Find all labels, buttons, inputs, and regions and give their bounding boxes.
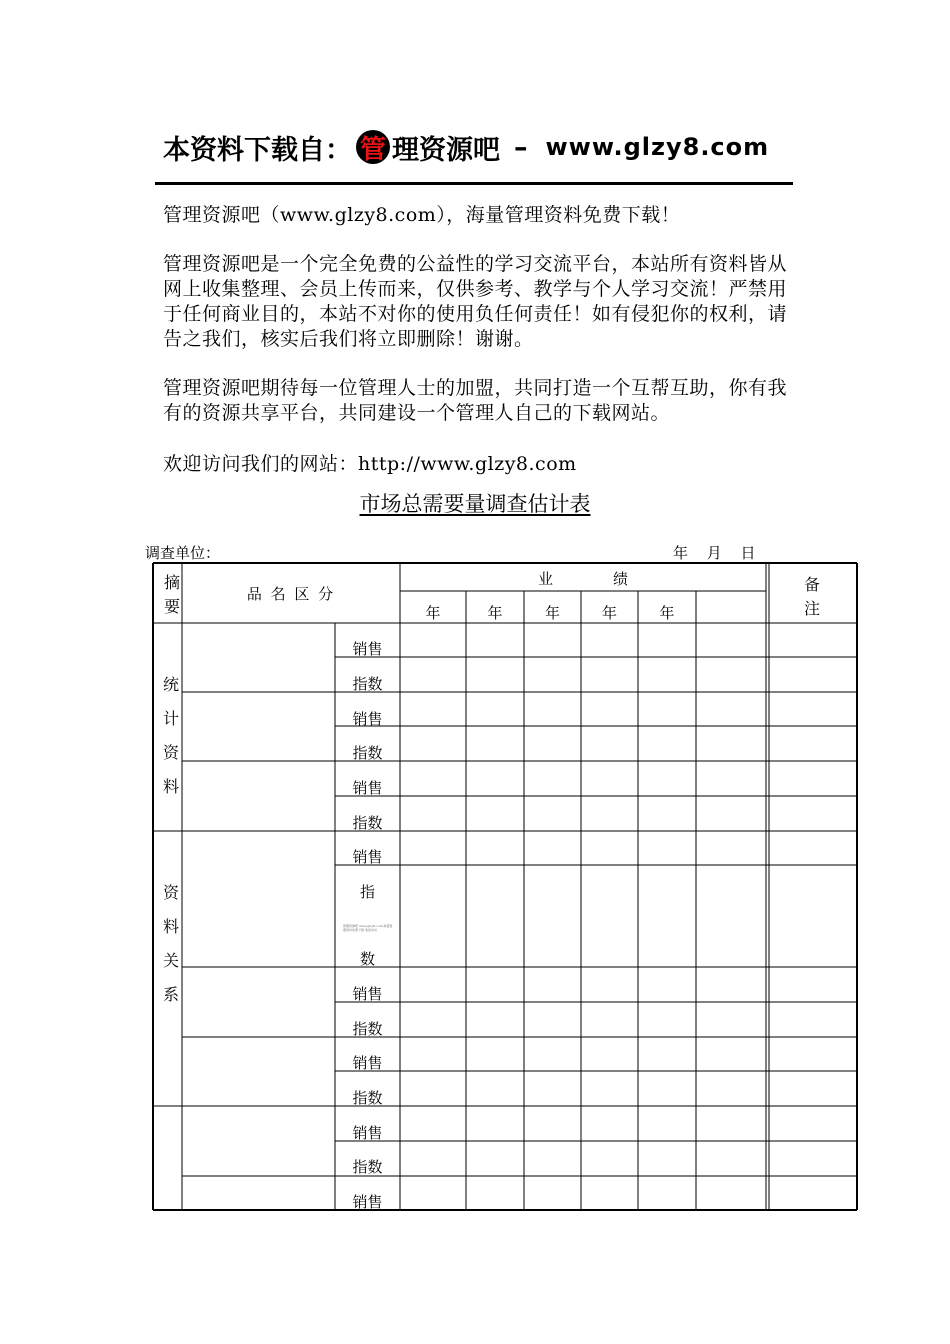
- site-logo-icon: 管: [356, 130, 390, 164]
- row-label-index: 指数: [352, 1157, 383, 1176]
- intro-website-line[interactable]: 欢迎访问我们的网站：http://www.glzy8.com: [163, 453, 577, 475]
- download-banner: [163, 126, 769, 168]
- banner-site-name: 理资源吧: [392, 134, 500, 166]
- statistics-char-2: 计: [162, 709, 179, 728]
- remarks-char-2: 注: [803, 599, 820, 618]
- row-label-index: 指数: [352, 1019, 383, 1038]
- row-label-index-bottom: 数: [359, 949, 375, 968]
- relation-group-label: [156, 876, 186, 1012]
- performance-header: 业 绩: [537, 569, 628, 588]
- row-label-sales: 销售: [352, 1123, 383, 1142]
- statistics-group-label: [156, 668, 186, 804]
- banner-url[interactable]: www.glzy8.com: [545, 133, 770, 161]
- relation-char-2: 料: [162, 917, 179, 936]
- intro-line-1: 管理资源吧（www.glzy8.com），海量管理资料免费下载！: [163, 204, 681, 226]
- form-title-text: 市场总需要量调查估计表: [359, 492, 591, 516]
- row-label-index: 指数: [352, 1088, 383, 1107]
- statistics-char-1: 统: [162, 675, 179, 694]
- relation-char-3: 关: [162, 951, 179, 970]
- summary-char-2: 要: [163, 597, 180, 616]
- row-label-sales: 销售: [352, 778, 383, 797]
- row-label-index-top: 指: [359, 882, 375, 901]
- banner-prefix: 本资料下载自：: [163, 134, 352, 166]
- relation-char-1: 资: [162, 883, 179, 902]
- row-label-sales: 销售: [352, 709, 383, 728]
- statistics-char-3: 资: [162, 743, 179, 762]
- intro-paragraph-2: 管理资源吧是一个完全免费的公益性的学习交流平台，本站所有资料皆从网上收集整理、会员上传而来，仅供参考、教学与个人学习交流！严禁用于任何商业目的，本站不对你的使用负任何责任！如有侵犯你的权利，请告之我们，核实后我们将立即删除！谢谢。: [163, 253, 788, 350]
- statistics-char-4: 料: [162, 777, 179, 796]
- row-label-sales: 销售: [352, 847, 383, 866]
- intro-paragraph-3: 管理资源吧期待每一位管理人士的加盟，共同打造一个互帮互助，你有我有的资源共享平台，共同建设一个管理人自己的下载网站。: [163, 377, 788, 424]
- product-category-header: 品 名 区 分: [246, 584, 336, 603]
- year-col-4: 年: [601, 603, 617, 622]
- row-label-index: 指数: [352, 674, 383, 693]
- row-label-sales: 销售: [352, 1053, 383, 1072]
- year-col-2: 年: [487, 603, 503, 622]
- date-label: 年 月 日: [673, 544, 756, 562]
- form-title: [0, 488, 950, 518]
- summary-char-1: 摘: [163, 573, 180, 592]
- header-rule: [155, 182, 793, 185]
- year-col-1: 年: [425, 603, 441, 622]
- row-label-sales: 销售: [352, 639, 383, 658]
- year-col-3: 年: [544, 603, 560, 622]
- remarks-header: [797, 573, 827, 621]
- tiny-watermark-note: 管理资源吧 www.glzy8.com 海量管理资料免费下载 欢迎访问: [343, 924, 393, 932]
- row-label-index: 指数: [352, 743, 383, 762]
- survey-unit-label: 调查单位：: [145, 544, 221, 562]
- row-label-sales: 销售: [352, 984, 383, 1003]
- row-label-index: 指数: [352, 813, 383, 832]
- banner-dash: –: [514, 131, 528, 163]
- year-col-5: 年: [659, 603, 675, 622]
- row-label-sales: 销售: [352, 1192, 383, 1211]
- relation-char-4: 系: [162, 985, 179, 1004]
- remarks-char-1: 备: [803, 575, 820, 594]
